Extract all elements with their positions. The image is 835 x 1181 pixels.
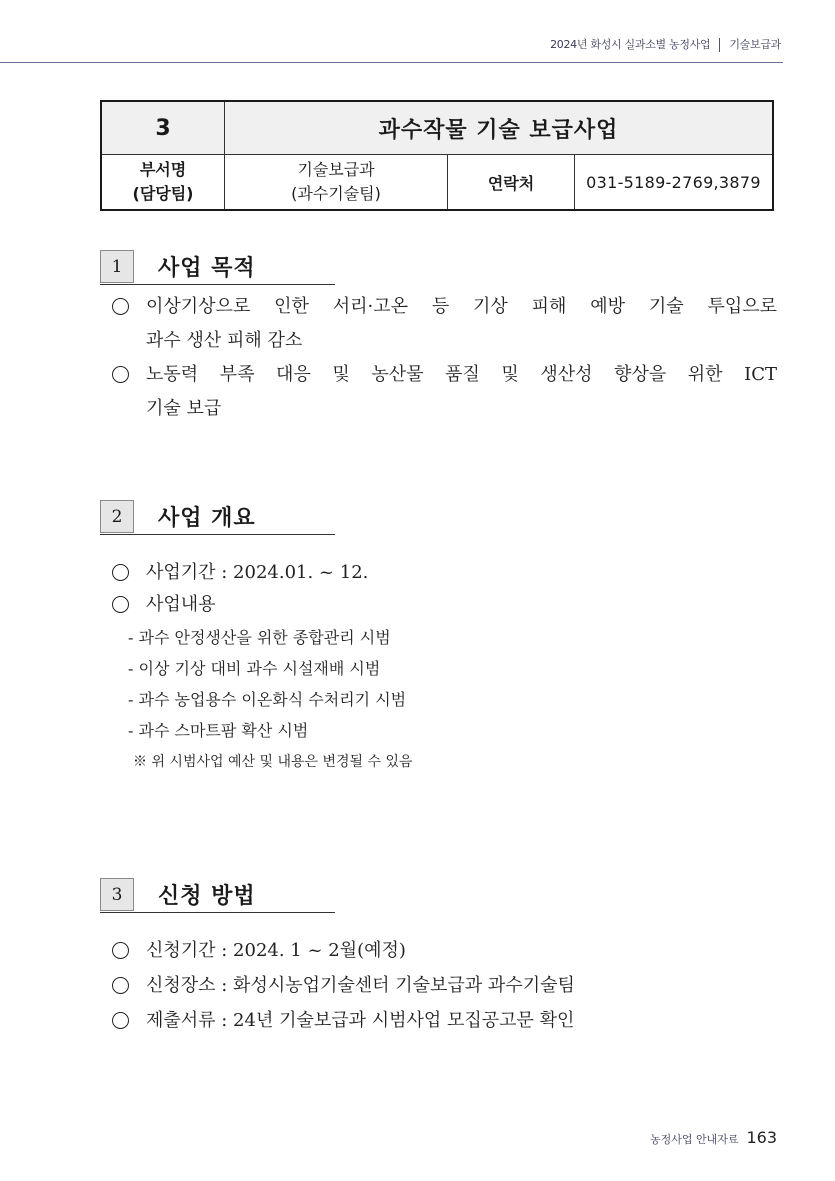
list-item-text: 신청기간 : 2024. 1 ~ 2월(예정) — [146, 940, 406, 961]
list-item-text: 사업내용 — [146, 594, 216, 615]
circle-bullet-icon — [112, 596, 129, 613]
list-item — [112, 588, 777, 622]
section-heading-overview — [100, 500, 335, 535]
list-item — [112, 358, 777, 392]
list-item-continuation: 과수 생산 피해 감소 — [146, 330, 303, 351]
section-title: 사업 개요 — [158, 506, 256, 531]
footer-label: 농정사업 안내자료 — [649, 1133, 739, 1146]
page-footer — [650, 1128, 777, 1147]
running-header-dept: 기술보급과 — [729, 38, 781, 51]
dept-value-line1: 기술보급과 — [297, 160, 375, 179]
section-number: 1 — [100, 250, 134, 283]
circle-bullet-icon — [112, 564, 129, 581]
list-item — [112, 556, 777, 590]
contact-value: 031-5189-2769,3879 — [575, 155, 774, 211]
section-heading-purpose — [100, 250, 335, 285]
running-header-doc-title: 2024년 화성시 실과소별 농정사업 — [550, 38, 711, 51]
header-rule — [0, 62, 783, 63]
list-item — [112, 969, 777, 1003]
circle-bullet-icon — [112, 977, 129, 994]
list-item-continuation: 기술 보급 — [146, 398, 222, 419]
list-item-text: 이상기상으로 인한 서리·고온 등 기상 피해 예방 기술 투입으로 — [146, 296, 777, 317]
circle-bullet-icon — [112, 942, 129, 959]
section-number: 3 — [100, 878, 134, 911]
dept-value-line2: (과수기술팀) — [291, 184, 381, 203]
list-item — [112, 934, 777, 968]
contact-label: 연락처 — [448, 155, 575, 211]
dept-value-cell — [225, 155, 448, 211]
project-title: 과수작물 기술 보급사업 — [225, 101, 774, 155]
list-item — [112, 1004, 777, 1038]
list-item-text: 제출서류 : 24년 기술보급과 시범사업 모집공고문 확인 — [146, 1010, 575, 1031]
note-text: ※ 위 시범사업 예산 및 내용은 변경될 수 있음 — [133, 754, 413, 770]
dept-label-cell — [101, 155, 225, 211]
list-item-text: 노동력 부족 대응 및 농산물 품질 및 생산성 향상을 위한 ICT — [146, 364, 777, 385]
page-number: 163 — [746, 1128, 777, 1147]
circle-bullet-icon — [112, 298, 129, 315]
project-info-table — [100, 100, 774, 211]
list-item — [112, 290, 777, 324]
list-item-text: 신청장소 : 화성시농업기술센터 기술보급과 과수기술팀 — [146, 975, 575, 996]
dept-label-line1: 부서명 — [139, 160, 187, 179]
running-header — [550, 36, 781, 52]
sub-item: - 과수 농업용수 이온화식 수처리기 시범 — [128, 690, 407, 709]
list-item-text: 사업기간 : 2024.01. ~ 12. — [146, 562, 369, 583]
project-number: 3 — [101, 101, 225, 155]
dept-label-line2: (담당팀) — [132, 184, 194, 203]
sub-item: - 과수 스마트팜 확산 시범 — [128, 721, 309, 740]
section-number: 2 — [100, 500, 134, 533]
section-heading-application — [100, 878, 335, 913]
running-header-divider — [719, 38, 720, 52]
circle-bullet-icon — [112, 1012, 129, 1029]
sub-item: - 이상 기상 대비 과수 시설재배 시범 — [128, 659, 381, 678]
circle-bullet-icon — [112, 366, 129, 383]
sub-item: - 과수 안정생산을 위한 종합관리 시범 — [128, 628, 391, 647]
section-title: 신청 방법 — [158, 884, 256, 909]
section-title: 사업 목적 — [158, 256, 256, 281]
